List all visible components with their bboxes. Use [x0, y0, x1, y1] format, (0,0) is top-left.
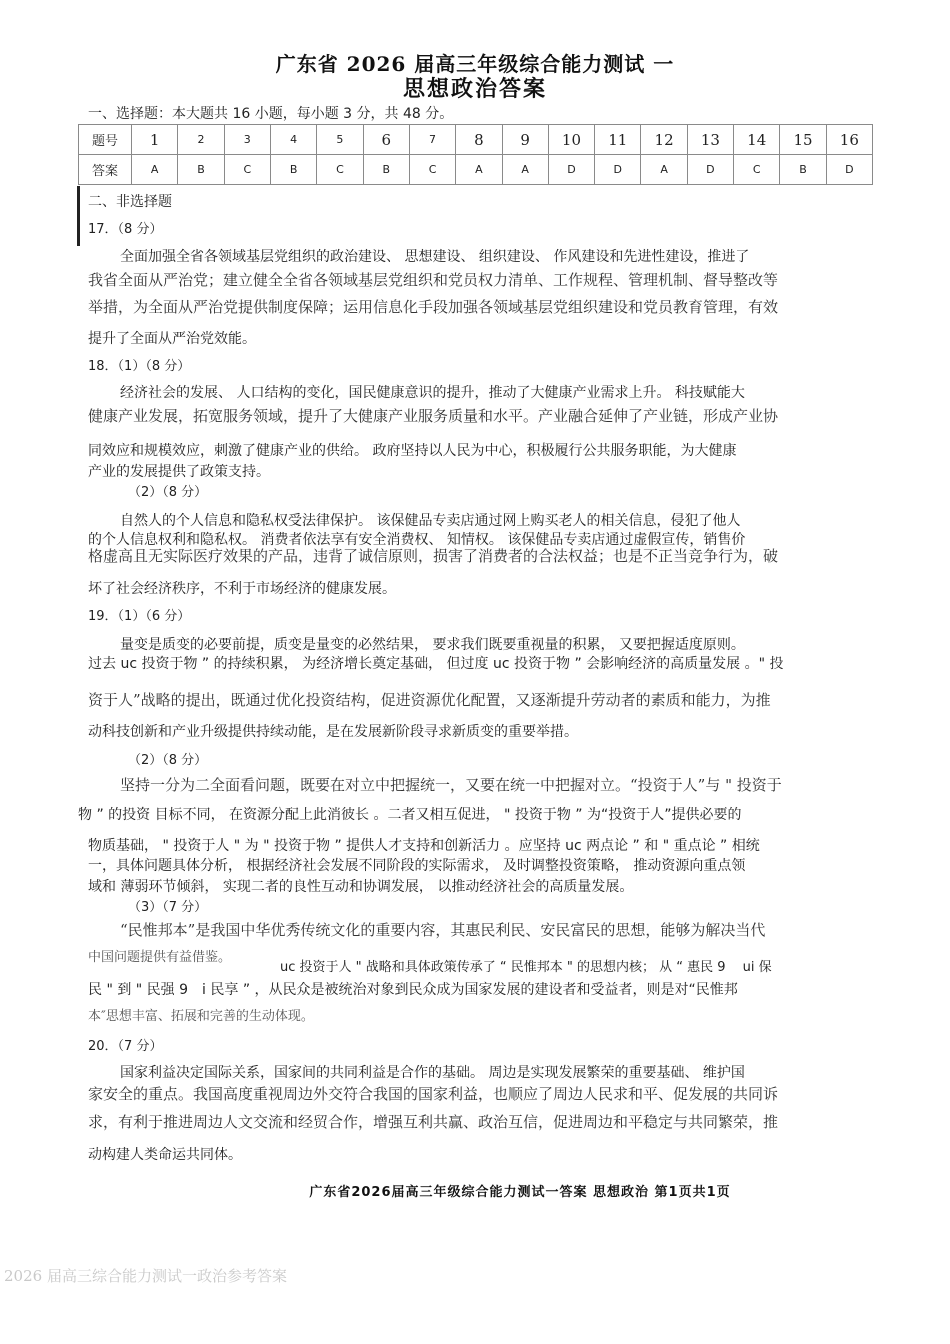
q19-line: “民惟邦本”是我国中华优秀传统文化的重要内容，其惠民利民、安民富民的思想，能够为解决当代 — [120, 921, 766, 939]
question-number-cell: 10 — [548, 125, 594, 155]
q19-line: 过去 uc 投资于物 ” 的持续积累， 为经济增长奠定基础， 但过度 uc 投资于物 ” 会影响经济的高质量发展 。" 投 — [88, 656, 784, 672]
question-number-cell: 12 — [641, 125, 687, 155]
q18-line: 的个人信息权利和隐私权。 消费者依法享有安全消费权、 知情权。 该保健品专卖店通过虚假宣传，销售价 — [88, 532, 746, 548]
q19-part3-label: （3）（7 分） — [128, 900, 208, 915]
q19-line: 坚持一分为二全面看问题，既要在对立中把握统一，又要在统一中把握对立。“投资于人”与 " 投资于 — [120, 776, 782, 794]
q18-line: 健康产业发展，拓宽服务领域，提升了大健康产业服务质量和水平。产业融合延伸了产业链，形成产业协 — [88, 407, 779, 425]
row-label-number: 题号 — [79, 125, 132, 155]
answer-cell: C — [317, 155, 363, 185]
q17-line: 我省全面从严治党；建立健全全省各领域基层党组织和党员权力清单、工作规程、管理机制、督导整改等 — [88, 271, 779, 289]
question-number-cell: 9 — [502, 125, 548, 155]
q19-line: 资于人”战略的提出，既通过优化投资结构，促进资源优化配置，又逐渐提升劳动者的素质和能力，为推 — [88, 691, 771, 709]
answer-cell: D — [595, 155, 641, 185]
question-number-cell: 8 — [456, 125, 502, 155]
answer-cell: D — [826, 155, 872, 185]
q20-line: 动构建人类命运共同体。 — [88, 1147, 242, 1163]
question-number-cell: 16 — [826, 125, 872, 155]
answer-cell: A — [641, 155, 687, 185]
answer-cell: D — [687, 155, 733, 185]
q18-line: 自然人的个人信息和隐私权受法律保护。 该保健品专卖店通过网上购买老人的相关信息，侵犯了他人 — [120, 513, 741, 529]
q17-label: 17．（8 分） — [88, 222, 163, 237]
answer-cell: C — [224, 155, 270, 185]
section2-heading: 二、非选择题 — [88, 194, 172, 210]
q20-line: 求，有利于推进周边人文交流和经贸合作，增强互利共赢、政治互信，促进周边和平稳定与共同繁荣，推 — [88, 1113, 779, 1131]
question-number-cell: 2 — [178, 125, 224, 155]
q17-line: 全面加强全省各领域基层党组织的政治建设、 思想建设、 组织建设、 作风建设和先进性建设，推进了 — [120, 249, 750, 265]
question-number-cell: 3 — [224, 125, 270, 155]
question-number-cell: 4 — [270, 125, 316, 155]
answer-cell: A — [456, 155, 502, 185]
q19-line: 中国问题提供有益借鉴。 — [88, 950, 232, 965]
answer-cell: B — [363, 155, 409, 185]
q19-line: 物质基础， " 投资于人 " 为 " 投资于物 ” 提供人才支持和创新活力 。应坚持 uc 两点论 ” 和 " 重点论 ” 相统 — [88, 838, 760, 854]
q19-line: uc 投资于人 " 战略和具体政策传承了 “ 民惟邦本 " 的思想内核； 从 “ 惠民 9 ui 保 — [280, 960, 772, 975]
question-number-row — [79, 125, 873, 155]
answer-cell: C — [409, 155, 455, 185]
q18-line: 坏了社会经济秩序，不利于市场经济的健康发展。 — [88, 581, 396, 597]
watermark: 2026 届高三综合能力测试一政治参考答案 — [4, 1267, 287, 1285]
q19-line: 量变是质变的必要前提，质变是量变的必然结果， 要求我们既要重视量的积累， 又要把握适度原则。 — [120, 637, 745, 653]
q18-line: 格虚高且无实际医疗效果的产品，违背了诚信原则，损害了消费者的合法权益；也是不正当竞争行为，破 — [88, 547, 779, 565]
q19-line: 本″思想丰富、拓展和完善的生动体现。 — [88, 1009, 314, 1024]
q18-part2-label: （2）（8 分） — [128, 485, 208, 500]
q20-line: 家安全的重点。我国高度重视周边外交符合我国的国家利益，也顺应了周边人民求和平、促发展的共同诉 — [88, 1085, 779, 1103]
question-number-cell: 5 — [317, 125, 363, 155]
q19-part2-label: （2）（8 分） — [128, 753, 208, 768]
q18-line: 产业的发展提供了政策支持。 — [88, 464, 270, 480]
margin-bar — [77, 186, 80, 246]
q19-line: 物 ” 的投资 目标不同， 在资源分配上此消彼长 。二者又相互促进， " 投资于物 ” 为“投资于人”提供必要的 — [78, 807, 742, 823]
q18-label: 18．（1）（8 分） — [88, 359, 191, 374]
q18-line: 同效应和规模效应，刺激了健康产业的供给。 政府坚持以人民为中心，积极履行公共服务职能，为大健康 — [88, 443, 737, 459]
section1-heading: 一、选择题：本大题共 16 小题，每小题 3 分，共 48 分。 — [88, 106, 454, 122]
answer-row — [79, 155, 873, 185]
question-number-cell: 7 — [409, 125, 455, 155]
page-title: 广东省 2026 届高三年级综合能力测试 一 — [275, 52, 675, 76]
q20-label: 20．（7 分） — [88, 1039, 163, 1054]
question-number-cell: 11 — [595, 125, 641, 155]
question-number-cell: 6 — [363, 125, 409, 155]
page-footer: 广东省2026届高三年级综合能力测试一答案 思想政治 第1页共1页 — [309, 1185, 731, 1200]
q19-line: 民 " 到 " 民强 9 i 民享 ” ，从民众是被统治对象到民众成为国家发展的建设者和受益者，则是对“民惟邦 — [88, 982, 738, 998]
q17-line: 举措，为全面从严治党提供制度保障；运用信息化手段加强各领域基层党组织建设和党员教育管理，有效 — [88, 298, 779, 316]
q19-line: 一，具体问题具体分析， 根据经济社会发展不同阶段的实际需求， 及时调整投资策略， 推动资源向重点领 — [88, 858, 746, 874]
question-number-cell: 15 — [780, 125, 826, 155]
row-label-answer: 答案 — [79, 155, 132, 185]
q17-line: 提升了全面从严治党效能。 — [88, 331, 256, 347]
question-number-cell: 13 — [687, 125, 733, 155]
q19-line: 域和 薄弱环节倾斜， 实现二者的良性互动和协调发展， 以推动经济社会的高质量发展。 — [88, 879, 634, 895]
answer-cell: A — [132, 155, 178, 185]
q18-line: 经济社会的发展、 人口结构的变化，国民健康意识的提升，推动了大健康产业需求上升。 科技赋能大 — [120, 385, 745, 401]
question-number-cell: 1 — [132, 125, 178, 155]
question-number-cell: 14 — [734, 125, 780, 155]
page-subtitle: 思想政治答案 — [402, 77, 547, 102]
q19-line: 动科技创新和产业升级提供持续动能，是在发展新阶段寻求新质变的重要举措。 — [88, 724, 578, 740]
answer-cell: B — [178, 155, 224, 185]
answer-cell: D — [548, 155, 594, 185]
answer-cell: A — [502, 155, 548, 185]
q20-line: 国家利益决定国际关系，国家间的共同利益是合作的基础。 周边是实现发展繁荣的重要基础、 维护国 — [120, 1065, 745, 1081]
answer-cell: B — [270, 155, 316, 185]
answer-cell: C — [734, 155, 780, 185]
answer-cell: B — [780, 155, 826, 185]
q19-label: 19．（1）（6 分） — [88, 609, 191, 624]
answer-table — [78, 124, 873, 185]
